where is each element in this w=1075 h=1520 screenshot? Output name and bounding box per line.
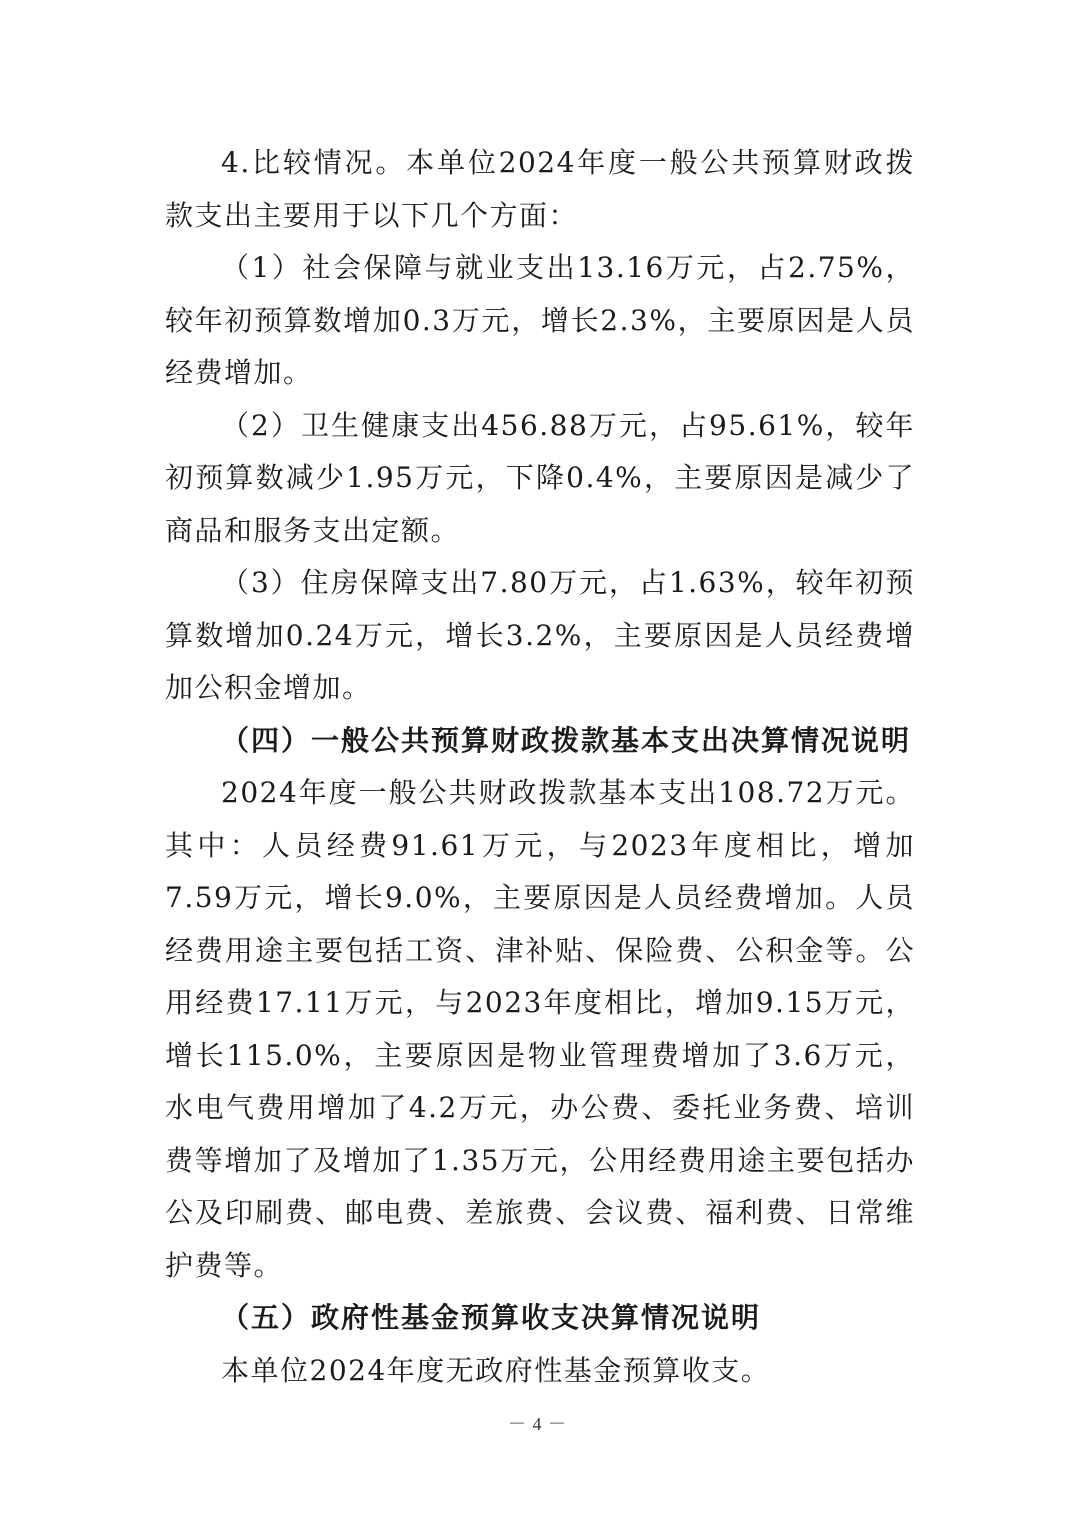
section-heading-5: （五）政府性基金预算收支决算情况说明 bbox=[221, 1301, 762, 1334]
page-number: － 4 － bbox=[508, 1414, 567, 1434]
paragraph-health: （2）卫生健康支出456.88万元，占95.61%，较年初预算数减少1.95万元，下降0.4%，主要原因是减少了商品和服务支出定额。 bbox=[165, 408, 915, 547]
paragraph-comparison-intro: 4.比较情况。本单位2024年度一般公共预算财政拨款支出主要用于以下几个方面： bbox=[165, 146, 915, 232]
paragraph-social-security: （1）社会保障与就业支出13.16万元，占2.75%，较年初预算数增加0.3万元，增长2.3%，主要原因是人员经费增加。 bbox=[165, 251, 915, 389]
document-body bbox=[165, 137, 915, 1397]
paragraph-government-fund: 本单位2024年度无政府性基金预算收支。 bbox=[221, 1353, 771, 1387]
paragraph-housing: （3）住房保障支出7.80万元，占1.63%，较年初预算数增加0.24万元，增长3.2%，主要原因是人员经费增加公积金增加。 bbox=[165, 566, 915, 704]
paragraph-basic-expenditure: 2024年度一般公共财政拨款基本支出108.72万元。其中：人员经费91.61万元，与2023年度相比，增加7.59万元，增长9.0%，主要原因是人员经费增加。人员经费用途主要包括工资、津补贴、保险费、公积金等。公用经费17.11万元，与2023年度相比，增加9.15万元，增长115.0%，主要原因是物业管理费增加了3.6万元，水电气费用增加了4.2万元，办公费、委托业务费、培训费等增加了及增加了1.35万元，公用经费用途主要包括办公及印刷费、邮电费、差旅费、会议费、福利费、日常维护费等。 bbox=[165, 776, 915, 1282]
section-heading-4: （四）一般公共预算财政拨款基本支出决算情况说明 bbox=[221, 723, 912, 757]
